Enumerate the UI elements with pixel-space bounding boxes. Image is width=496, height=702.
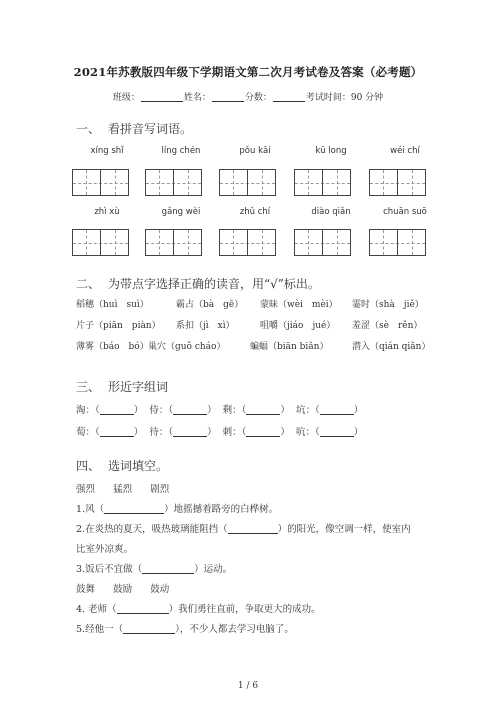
- word-option: 鼓动: [150, 584, 170, 595]
- reading-item[interactable]: 系扣（jì xì）: [176, 321, 235, 331]
- word-bank-1: [76, 481, 169, 495]
- pinyin: diào qiǎn: [311, 207, 351, 217]
- writing-box[interactable]: [72, 169, 129, 196]
- pinyin: zhì xù: [94, 207, 120, 217]
- answer-blank[interactable]: [173, 427, 207, 437]
- section-4-heading: 四、 选词填空。: [76, 459, 169, 473]
- reading-item[interactable]: 咀嚼（jiáo jué）: [260, 321, 336, 331]
- name-blank[interactable]: [212, 92, 244, 102]
- pinyin: wéi chí: [390, 146, 420, 156]
- writing-box[interactable]: [145, 169, 202, 196]
- writing-box[interactable]: [369, 229, 426, 256]
- question-3: 3.饭后不宜做（ ）运动。: [76, 564, 233, 575]
- reading-item[interactable]: 巢穴（guǒ cháo）: [148, 342, 226, 352]
- answer-blank[interactable]: [100, 405, 134, 415]
- writing-box[interactable]: [72, 229, 129, 256]
- word-option: 猛烈: [113, 484, 133, 495]
- answer-blank[interactable]: [142, 564, 194, 574]
- reading-item[interactable]: 潜入（qián qiǎn）: [352, 342, 431, 352]
- reading-line-2: [76, 318, 428, 331]
- answer-blank[interactable]: [123, 624, 175, 634]
- writing-box[interactable]: [369, 169, 426, 196]
- score-blank[interactable]: [273, 92, 305, 102]
- page-title: 2021年苏教版四年级下学期语文第二次月考试卷及答案（必考题）: [73, 65, 423, 79]
- reading-item[interactable]: 霎时（shà jiě）: [352, 300, 424, 310]
- pinyin: xíng shǐ: [90, 146, 124, 156]
- answer-blank[interactable]: [320, 427, 354, 437]
- word-option: 鼓励: [113, 584, 133, 595]
- reading-item[interactable]: 稻穗（huì suì）: [76, 300, 149, 310]
- reading-line-3: [76, 339, 436, 352]
- writing-box[interactable]: [219, 169, 276, 196]
- answer-blank[interactable]: [228, 524, 278, 534]
- question-2: 2.在炎热的夏天，吸热玻璃能阻挡（ ）的阳光，像空调一样，使室内: [76, 524, 411, 535]
- answer-blank[interactable]: [173, 405, 207, 415]
- class-label: 班级：: [112, 93, 140, 103]
- question-4: 4. 老师（ ）我们勇往直前，争取更大的成功。: [76, 604, 321, 615]
- answer-blank[interactable]: [320, 405, 354, 415]
- reading-item[interactable]: 蒙昧（wèi mèi）: [260, 300, 338, 310]
- answer-blank[interactable]: [246, 427, 280, 437]
- word-bank-2: [76, 581, 169, 595]
- word-group-row-2: 萄：（ ） 待：（ ） 刺：（ ） 吭：（ ）: [76, 427, 364, 438]
- time-label: 考试时间：90 分钟: [305, 93, 384, 103]
- pinyin: kū long: [315, 146, 347, 156]
- answer-blank[interactable]: [100, 427, 134, 437]
- pinyin: pǒu kāi: [239, 146, 271, 156]
- class-blank[interactable]: [141, 92, 183, 102]
- word-option: 鼓舞: [76, 584, 96, 595]
- section-2-heading: 二、 为带点字选择正确的读音，用“√”标出。: [76, 277, 320, 291]
- pinyin: gǎng wèi: [161, 207, 201, 217]
- pinyin: chuān suō: [383, 207, 427, 217]
- word-option: 强烈: [76, 484, 96, 495]
- name-label: 姓名：: [183, 93, 211, 103]
- word-option: 剧烈: [150, 484, 170, 495]
- pinyin: zhǔ chí: [239, 207, 271, 217]
- section-1-heading: 一、 看拼音写词语。: [76, 122, 193, 136]
- writing-box[interactable]: [294, 229, 351, 256]
- reading-item[interactable]: 羞涩（sè rěn）: [352, 321, 423, 331]
- word-group-row-1: 淘：（ ） 侍：（ ） 剩：（ ） 坑：（ ）: [76, 405, 364, 416]
- question-5: 5.经他一（ ），不少人都去学习电脑了。: [76, 624, 294, 635]
- page-number: 1 / 6: [237, 681, 259, 691]
- reading-line-1: [76, 297, 430, 310]
- reading-item[interactable]: 霸占（bà gē）: [176, 300, 244, 310]
- pinyin: líng chén: [161, 146, 201, 156]
- reading-item[interactable]: 薄雾（báo bó）: [76, 342, 149, 352]
- writing-box[interactable]: [219, 229, 276, 256]
- answer-blank[interactable]: [117, 604, 169, 614]
- student-info-line: [0, 90, 496, 103]
- section-3-heading: 三、 形近字组词: [76, 380, 169, 394]
- reading-item[interactable]: 蝙蝠（biān biǎn）: [250, 342, 329, 352]
- question-2-continued: 比室外凉爽。: [76, 544, 134, 555]
- writing-box[interactable]: [294, 169, 351, 196]
- reading-item[interactable]: 片子（piān piàn）: [76, 321, 161, 331]
- writing-box[interactable]: [145, 229, 202, 256]
- question-1: 1.风（ ）地摇撼着路旁的白桦树。: [76, 504, 279, 515]
- answer-blank[interactable]: [246, 405, 280, 415]
- answer-blank[interactable]: [104, 504, 164, 514]
- score-label: 分数：: [244, 93, 272, 103]
